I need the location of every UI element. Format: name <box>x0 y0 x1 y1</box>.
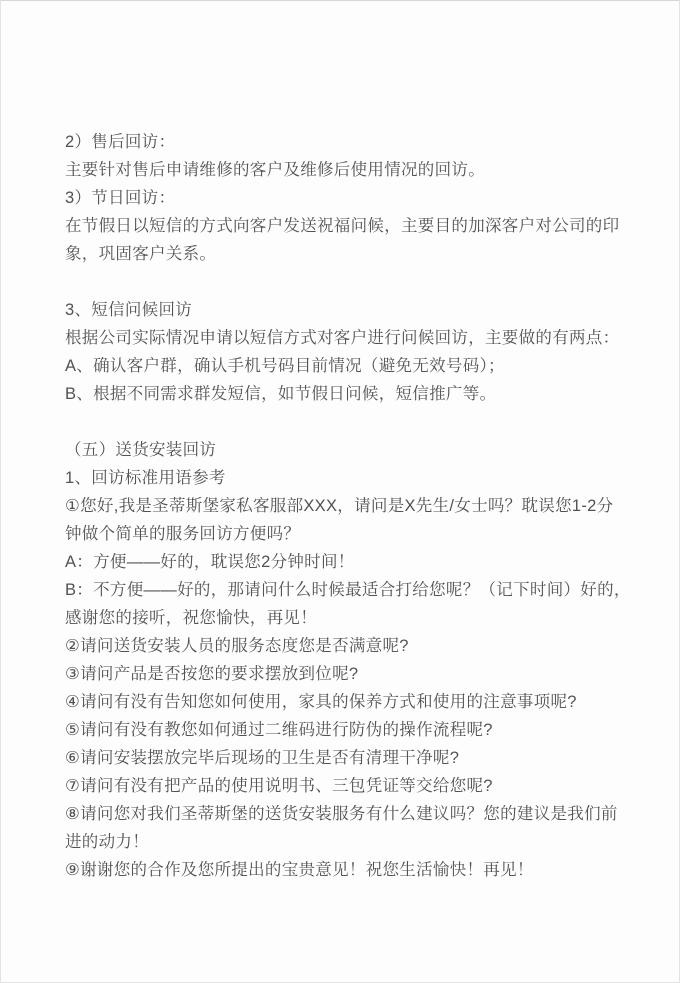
delivery-install-section-heading: （五）送货安装回访 <box>65 441 217 459</box>
doc-line: B、根据不同需求群发短信，如节假日问候，短信推广等。 <box>65 385 497 403</box>
doc-line: ①您好,我是圣蒂斯堡家私客服部XXX，请问是X先生/女士吗？耽误您1-2分 <box>65 497 614 515</box>
aftersale-callback-heading: 2）售后回访： <box>65 133 176 151</box>
holiday-callback-heading: 3）节日回访： <box>65 189 176 207</box>
doc-line: ②请问送货安装人员的服务态度您是否满意呢? <box>65 637 409 655</box>
doc-line: 主要针对售后申请维修的客户及维修后使用情况的回访。 <box>65 161 485 179</box>
blank-line <box>65 408 665 436</box>
doc-line: A：方便——好的，耽误您2分钟时间！ <box>65 553 355 571</box>
doc-line: ⑨谢谢您的合作及您所提出的宝贵意见！祝您生活愉快！再见！ <box>65 861 534 879</box>
doc-line: ⑧请问您对我们圣蒂斯堡的送货安装服务有什么建议吗？您的建议是我们前 <box>65 805 618 823</box>
doc-line: ③请问产品是否按您的要求摆放到位呢? <box>65 665 359 683</box>
doc-line: 感谢您的接听，祝您愉快，再见！ <box>65 609 317 627</box>
doc-line: ⑥请问安装摆放完毕后现场的卫生是否有清理干净呢? <box>65 749 460 767</box>
doc-line: 进的动力！ <box>65 833 149 851</box>
doc-line: 在节假日以短信的方式向客户发送祝福问候，主要目的加深客户对公司的印 <box>65 217 620 235</box>
doc-line: B：不方便——好的，那请问什么时候最适合打给您呢？（记下时间）好的， <box>65 581 631 599</box>
doc-line: 钟做个简单的服务回访方便吗？ <box>65 525 301 543</box>
doc-line: ⑤请问有没有教您如何通过二维码进行防伪的操作流程呢? <box>65 721 493 739</box>
sms-greeting-callback-heading: 3、短信问候回访 <box>65 301 193 319</box>
document-text-block <box>65 128 665 884</box>
doc-line: ④请问有没有告知您如何使用，家具的保养方式和使用的注意事项呢? <box>65 693 577 711</box>
doc-line: ⑦请问有没有把产品的使用说明书、三包凭证等交给您呢? <box>65 777 493 795</box>
blank-line <box>65 268 665 296</box>
doc-line: 象，巩固客户关系。 <box>65 245 217 263</box>
doc-line: A、确认客户群，确认手机号码目前情况（避免无效号码）； <box>65 357 505 375</box>
script-reference-heading: 1、回访标准用语参考 <box>65 469 226 487</box>
doc-line: 根据公司实际情况申请以短信方式对客户进行问候回访，主要做的有两点： <box>65 329 620 347</box>
